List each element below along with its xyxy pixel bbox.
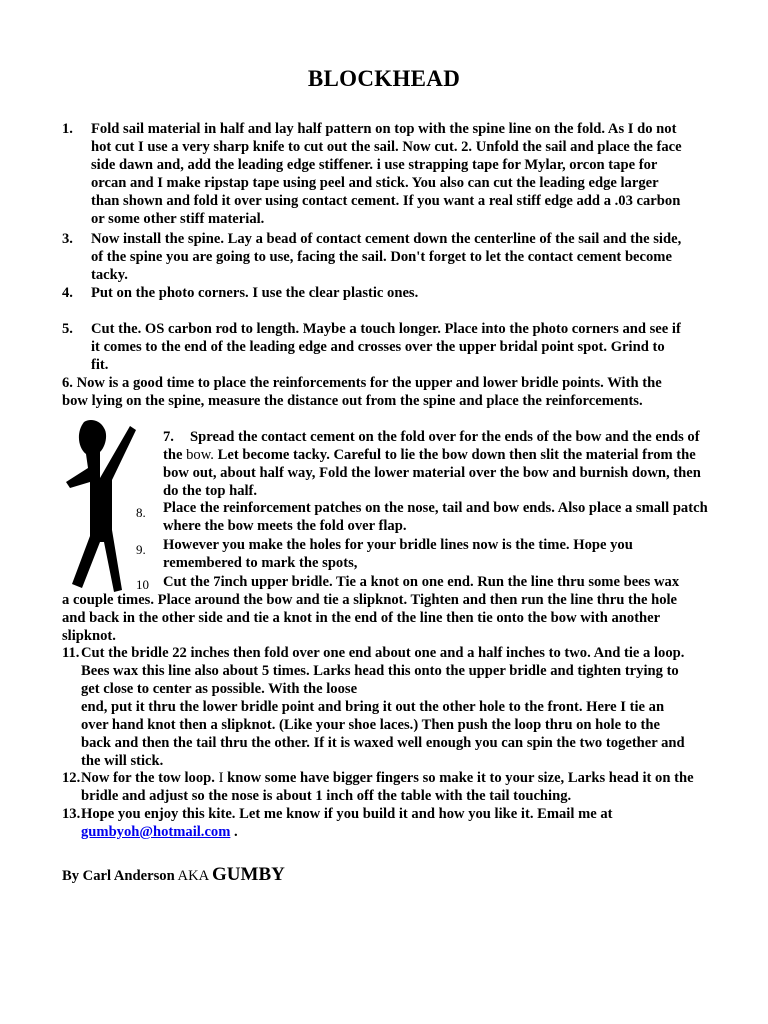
step-13-number: 13. [62, 806, 81, 822]
step-13-body: Hope you enjoy this kite. Let me know if you build it and how you like it. Email me at [81, 806, 613, 822]
step-10-number: 10 [136, 577, 149, 592]
step-5-text: Cut the. OS carbon rod to length. Maybe a touch longer. Place into the photo corners and see if it comes to the end of the leading edge and crosses over the upper bridal point spot. Grind to fit. [91, 321, 681, 373]
step-6-body: 6. Now is a good time to place the reinforcements for the upper and lower bridle points. With the bow lying on the spine, measure the distance out from the spine and place the reinforcements. [62, 375, 662, 409]
step-12-number: 12. [62, 770, 81, 786]
step-4-number: 4. [62, 285, 73, 301]
step-1-number: 1. [62, 121, 73, 137]
step-11-text-b: end, put it thru the lower bridle point and bring it out the other hole to the front. Here I tie an over hand knot then a slipknot. (Like your shoe laces.) Then push the loop thru on hole to the back and then the tail thru the other. If it is waxed well enough you can spin the two together and the will stick. [81, 699, 685, 769]
step-13-text [81, 806, 691, 842]
step-11-number: 11. [62, 645, 80, 661]
signature-line [62, 864, 285, 886]
step-10-text: Cut the 7inch upper bridle. Tie a knot on one end. Run the line thru some bees wax a couple times. Place around the bow and tie a slipknot. Tighten and then run the line thru the hole and back in the other side and tie a knot in the end of the line then tie onto the bow with another slipknot. [62, 574, 680, 644]
step-8-text: Place the reinforcement patches on the nose, tail and bow ends. Also place a small patch where the bow meets the fold over flap. [163, 500, 708, 534]
step-7-text-b: bow. [186, 446, 214, 463]
step-1-text: Fold sail material in half and lay half pattern on top with the spine line on the fold. As I do not hot cut I use a very sharp knife to cut out the sail. Now cut. 2. Unfold the sail and place the face side dawn and, add the leading edge stiffener. i use strapping tape for Mylar, orcon tape for orcan and I make ripstap tape using peel and stick. You also can cut the leading edge larger than shown and fold it over using contact cement. If you want a real stiff edge add a .03 carbon or some other stiff material. [91, 121, 682, 227]
step-12-text-c: know some have bigger fingers so make it to your size, Larks head it on the bridle and adjust so the nose is about 1 inch off the table with the tail touching. [81, 770, 694, 804]
step-6-text [62, 375, 672, 411]
step-4-text: Put on the photo corners. I use the clear plastic ones. [91, 285, 419, 301]
document-title: BLOCKHEAD [307, 66, 461, 91]
step-5-number: 5. [62, 321, 73, 337]
email-tail: . [230, 823, 238, 840]
step-12-text-b: I [218, 770, 224, 786]
step-12-text-a: Now for the tow loop. [81, 770, 219, 786]
signature-name: GUMBY [212, 864, 285, 885]
step-9-number: 9. [136, 542, 146, 557]
step-7-text-a: Spread the contact cement on the fold over for the ends of the bow and the ends of the [163, 429, 700, 463]
step-3-text: Now install the spine. Lay a bead of contact cement down the centerline of the sail and the side, of the spine you are going to use, facing the sail. Don't forget to let the contact cement become tacky. [91, 231, 682, 283]
step-7-number: 7. [163, 429, 174, 445]
step-8-number: 8. [136, 505, 146, 520]
signature-aka: AKA [174, 868, 213, 884]
step-7-text-c: Let become tacky. Careful to lie the bow down then slit the material from the bow out, about half way, Fold the lower material over the bow and burnish down, then do the top half. [163, 446, 701, 499]
step-9-text: However you make the holes for your bridle lines now is the time. Hope you remembered to mark the spots, [163, 537, 633, 571]
step-11-text-a: Cut the bridle 22 inches then fold over one end about one and a half inches to two. And tie a loop. Bees wax this line also about 5 times. Larks head this onto the upper bridle and tighten trying to get close to center as possible. With the loose [81, 645, 685, 697]
step-12-text [81, 770, 701, 806]
email-link[interactable]: gumbyoh@hotmail.com [81, 823, 231, 840]
step-7-text [163, 429, 708, 501]
signature-by: By Carl Anderson [62, 868, 175, 884]
step-3-number: 3. [62, 231, 73, 247]
